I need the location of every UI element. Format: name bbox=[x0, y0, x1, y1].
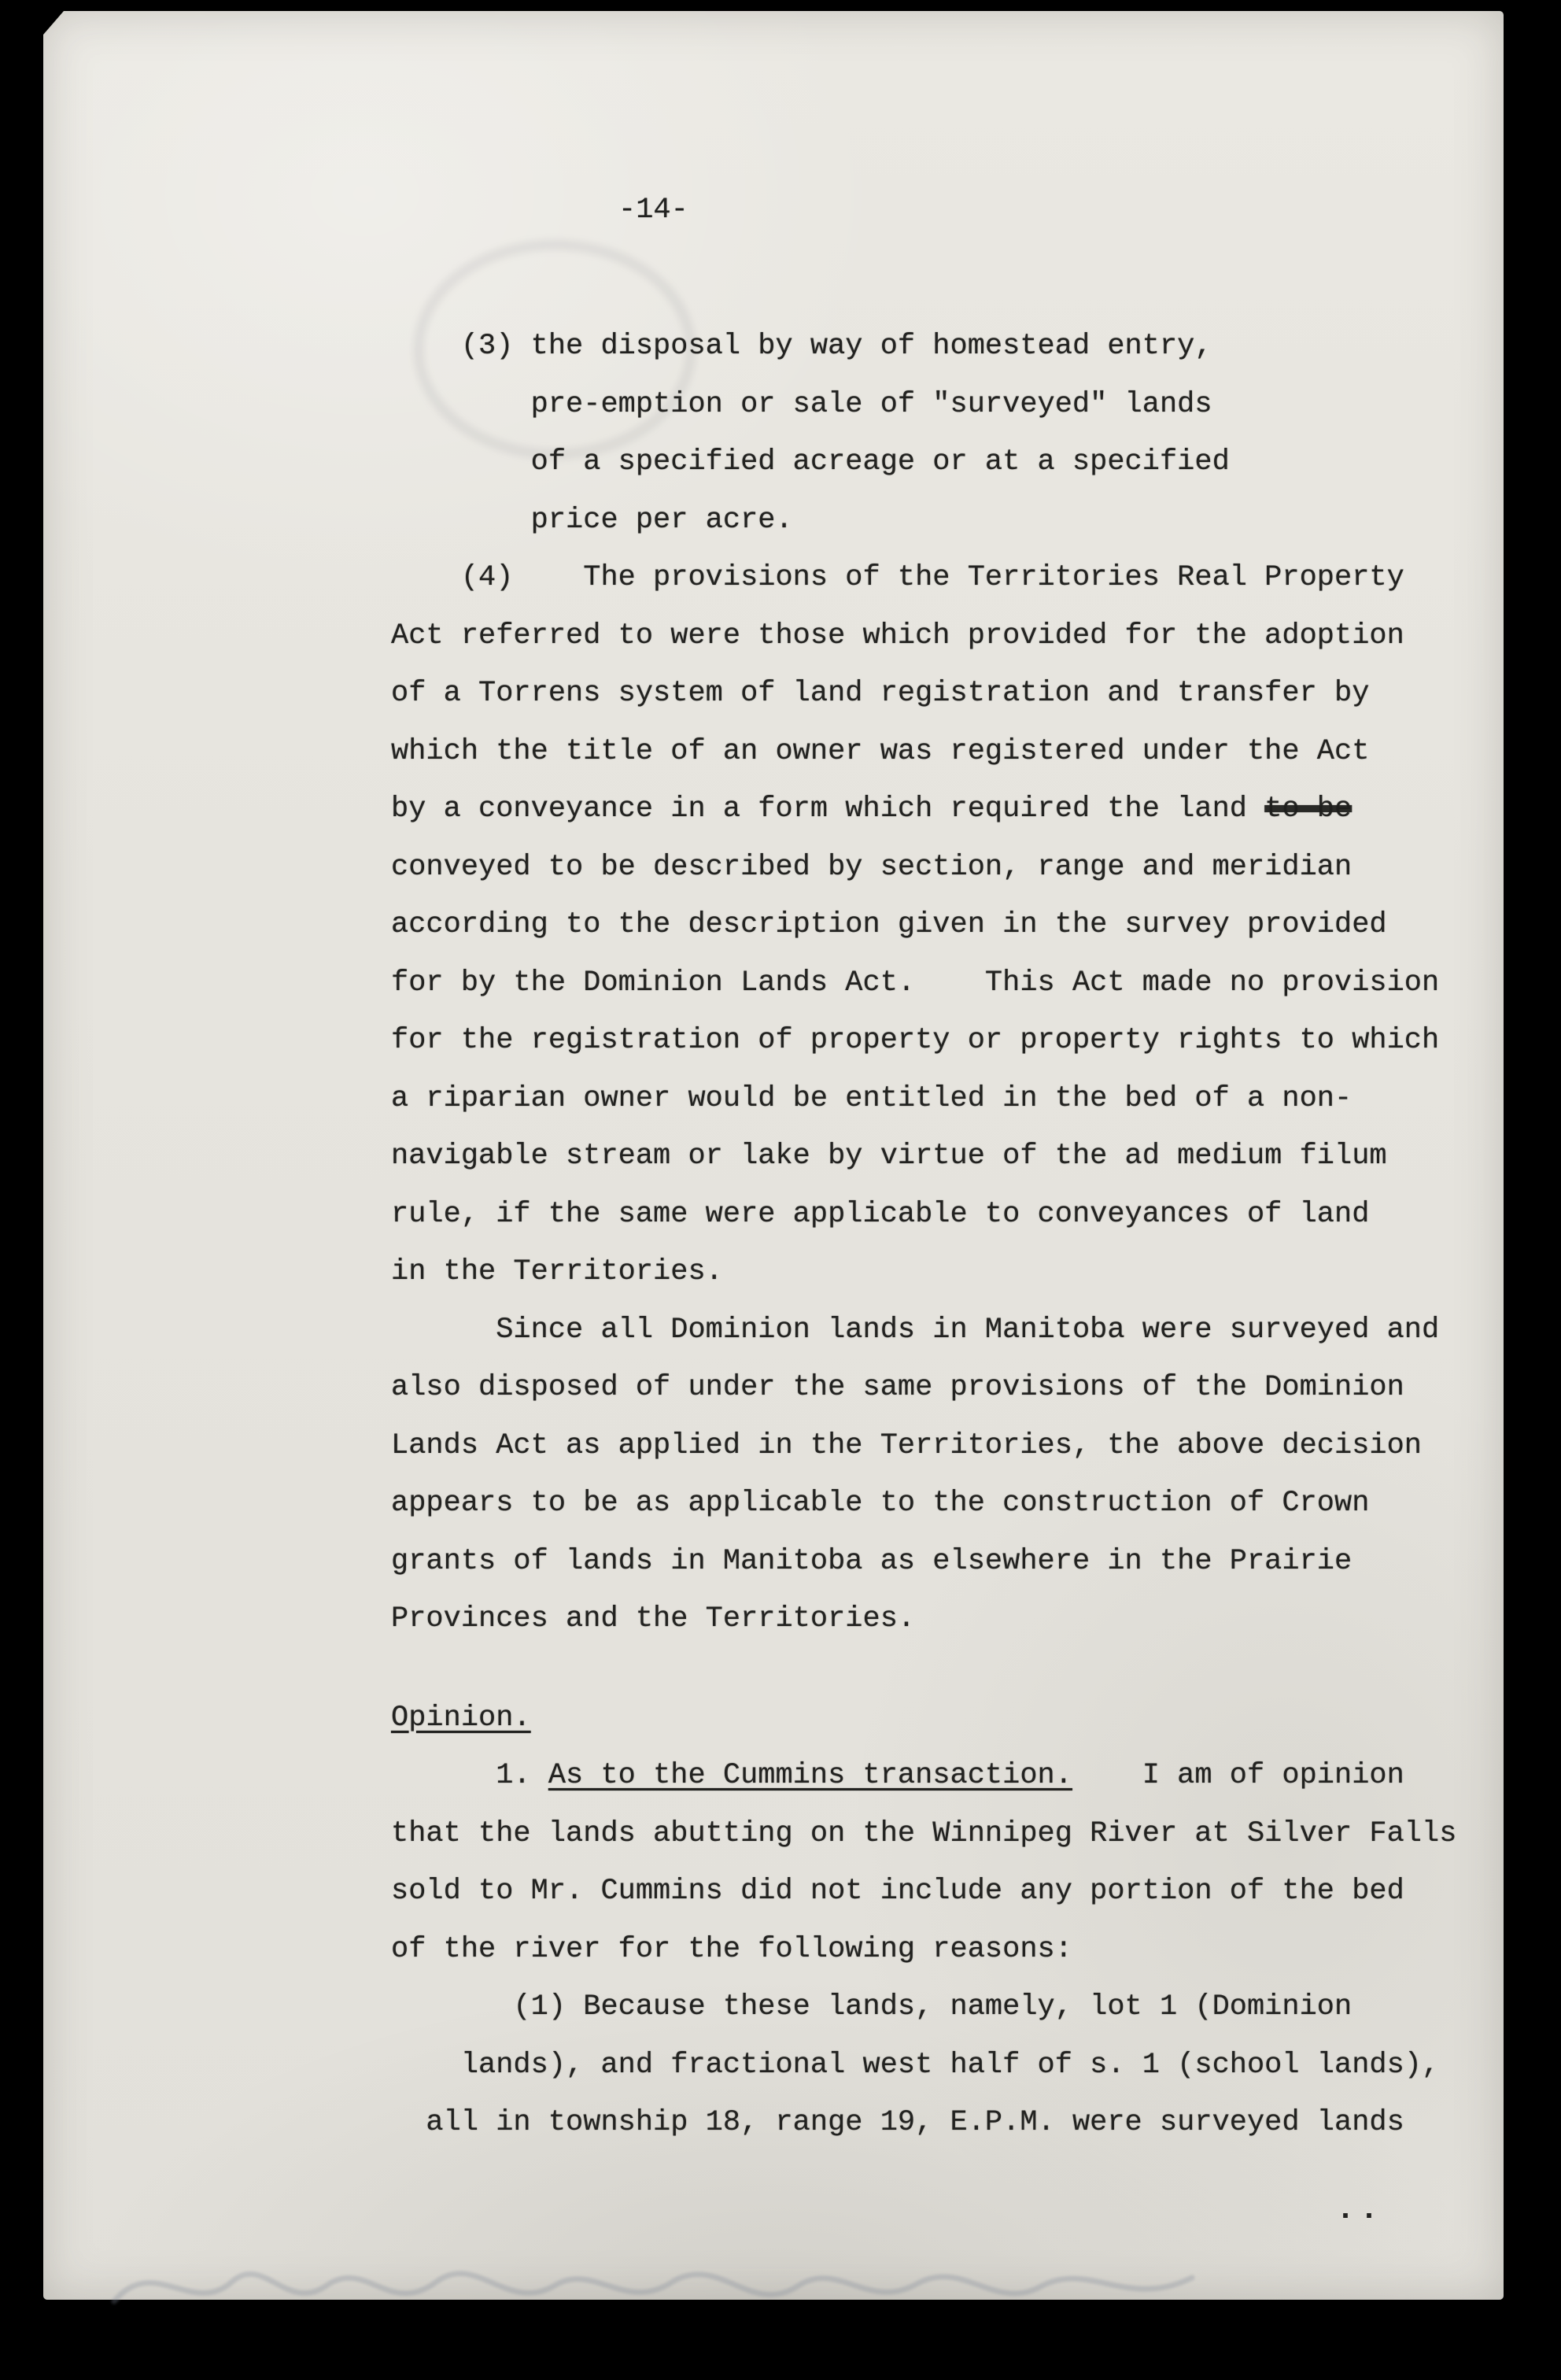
text-line bbox=[391, 1070, 1456, 1129]
text-segment: of a specified acreage or at a specified bbox=[530, 445, 1230, 479]
page-number: -14- bbox=[618, 194, 688, 227]
text-line bbox=[391, 1805, 1456, 1864]
text-segment: sold to Mr. Cummins did not include any portion of the bed bbox=[391, 1875, 1404, 1908]
text-line bbox=[391, 839, 1456, 897]
text-segment: Since all Dominion lands in Manitoba were surveyed and bbox=[496, 1313, 1440, 1347]
text-segment: by a conveyance in a form which required the land bbox=[391, 793, 1265, 826]
line-gap bbox=[391, 1649, 1456, 1690]
text-line bbox=[391, 1690, 1456, 1748]
text-segment: that the lands abutting on the Winnipeg River at Silver Falls bbox=[391, 1816, 1457, 1850]
text-segment: (1) Because these lands, namely, lot 1 (Dominion bbox=[513, 1990, 1352, 2023]
text-line bbox=[391, 1863, 1456, 1921]
text-segment: Provinces and the Territories. bbox=[391, 1602, 916, 1635]
text-line bbox=[391, 955, 1456, 1013]
text-segment: appears to be as applicable to the construction of Crown bbox=[391, 1487, 1370, 1520]
text-line bbox=[391, 896, 1456, 955]
text-segment: Opinion. bbox=[391, 1701, 531, 1735]
text-segment: lands), and fractional west half of s. 1 (school lands), bbox=[460, 2048, 1440, 2082]
text-segment: Act referred to were those which provided for the adoption bbox=[391, 619, 1404, 652]
text-line bbox=[391, 549, 1456, 608]
text-segment: rule, if the same were applicable to conveyances of land bbox=[391, 1197, 1370, 1231]
text-segment: navigable stream or lake by virtue of the ad medium filum bbox=[391, 1140, 1387, 1173]
text-segment: pre-emption or sale of "surveyed" lands bbox=[530, 387, 1212, 421]
text-line bbox=[391, 376, 1456, 434]
typed-text-block bbox=[391, 318, 1456, 2153]
text-line bbox=[391, 665, 1456, 723]
text-segment: all in township 18, range 19, E.P.M. were surveyed lands bbox=[426, 2106, 1404, 2139]
text-segment: for by the Dominion Lands Act. This Act made no provision bbox=[391, 966, 1440, 1000]
text-line bbox=[391, 1302, 1456, 1360]
text-segment: conveyed to be described by section, range and meridian bbox=[391, 850, 1352, 884]
text-segment: Lands Act as applied in the Territories, the above decision bbox=[391, 1428, 1423, 1462]
text-line bbox=[391, 1921, 1456, 1979]
text-line bbox=[391, 1747, 1456, 1805]
text-segment: of the river for the following reasons: bbox=[391, 1932, 1072, 1966]
text-segment: according to the description given in the survey provided bbox=[391, 908, 1387, 941]
text-segment: price per acre. bbox=[530, 503, 793, 537]
text-line bbox=[391, 1979, 1456, 2037]
text-segment: (3) the disposal by way of homestead entry, bbox=[460, 330, 1212, 363]
text-segment: which the title of an owner was registered under the Act bbox=[391, 734, 1370, 768]
text-segment: a riparian owner would be entitled in the bed of a non- bbox=[391, 1081, 1352, 1115]
text-line bbox=[391, 1591, 1456, 1649]
text-line bbox=[391, 1359, 1456, 1417]
text-line bbox=[391, 1417, 1456, 1476]
text-segment: grants of lands in Manitoba as elsewhere in the Prairie bbox=[391, 1544, 1352, 1578]
document-page bbox=[43, 11, 1504, 2300]
text-line bbox=[391, 723, 1456, 782]
text-line bbox=[391, 2094, 1456, 2153]
trailing-dots: .. bbox=[1336, 2193, 1384, 2228]
text-line bbox=[391, 608, 1456, 666]
text-line bbox=[391, 318, 1456, 376]
text-segment: (4) The provisions of the Territories Real Property bbox=[460, 561, 1404, 594]
text-line bbox=[391, 1533, 1456, 1591]
text-line bbox=[391, 1244, 1456, 1302]
text-line bbox=[391, 1012, 1456, 1070]
text-line bbox=[391, 1186, 1456, 1244]
scan-corner-notch bbox=[43, 11, 64, 35]
text-line bbox=[391, 434, 1456, 492]
text-segment: to be bbox=[1264, 793, 1352, 826]
text-segment: for the registration of property or property rights to which bbox=[391, 1024, 1440, 1057]
text-line bbox=[391, 492, 1456, 550]
ghost-handwriting bbox=[106, 2238, 1208, 2325]
text-segment: I am of opinion bbox=[1072, 1759, 1404, 1792]
text-segment: in the Territories. bbox=[391, 1255, 723, 1288]
text-segment: of a Torrens system of land registration and transfer by bbox=[391, 677, 1370, 710]
text-segment: also disposed of under the same provisions of the Dominion bbox=[391, 1371, 1404, 1404]
text-line bbox=[391, 2037, 1456, 2095]
text-line bbox=[391, 1475, 1456, 1533]
text-segment: 1. bbox=[496, 1759, 548, 1792]
text-line bbox=[391, 781, 1456, 839]
text-segment: As to the Cummins transaction. bbox=[548, 1759, 1072, 1792]
text-line bbox=[391, 1128, 1456, 1186]
